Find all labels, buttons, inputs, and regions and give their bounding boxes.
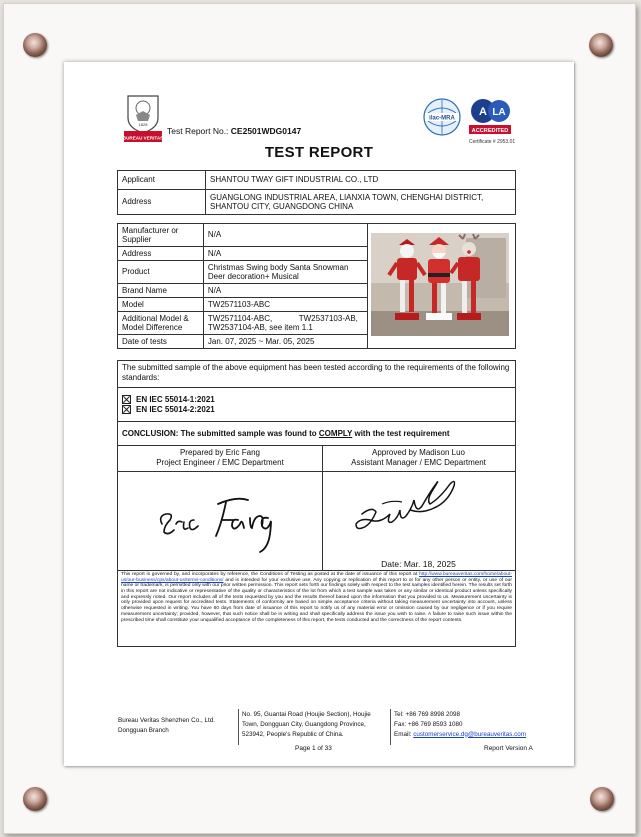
date-of-tests-value: Jan. 07, 2025 ~ Mar. 05, 2025	[203, 335, 367, 349]
footer-company-name: Bureau Veritas Shenzhen Co., Ltd.	[118, 717, 215, 724]
a2la-accredited-logo	[466, 96, 514, 140]
applicant-label: Applicant	[118, 171, 206, 190]
table-row	[118, 224, 516, 247]
applicant-address-label: Address	[118, 190, 206, 215]
footer-divider	[238, 709, 239, 745]
footer-branch: Dongguan Branch	[118, 726, 169, 734]
applicant-value: SHANTOU TWAY GIFT INDUSTRIAL CO., LTD	[206, 171, 516, 190]
svg-text:A: A	[479, 106, 487, 118]
checked-box-icon	[122, 395, 131, 404]
standard-label: EN IEC 55014-1:2021	[136, 394, 215, 404]
svg-text:1828: 1828	[138, 122, 148, 127]
footer-address-line: Town, Dongguan City, Guangdong Province,	[242, 720, 366, 728]
additional-model-label: Additional Model & Model Difference	[118, 312, 204, 335]
table-row	[118, 171, 516, 190]
additional-model-value: TW2571104-ABC, TW2537103-AB, TW2537104-AB, see item 1.1	[203, 312, 367, 335]
footer-address	[242, 710, 371, 739]
prepared-by-header	[118, 446, 322, 472]
model-value: TW2571103-ABC	[203, 298, 367, 312]
standard-label: EN IEC 55014-2:2021	[136, 404, 215, 414]
report-number-label: Test Report No.:	[167, 126, 229, 136]
screw-bottom-left	[23, 787, 47, 811]
approved-by-header	[322, 446, 515, 472]
eric-fang-signature	[118, 474, 322, 554]
standards-list	[117, 388, 516, 422]
page-number: Page 1 of 33	[295, 745, 332, 752]
applicant-address-value: GUANGLONG INDUSTRIAL AREA, LIANXIA TOWN, CHENGHAI DISTRICT, SHANTOU CITY, GUANGDONG CHINA	[206, 190, 516, 215]
footer-contact	[394, 710, 526, 739]
prepared-by-section	[118, 446, 323, 571]
signature-block	[117, 446, 516, 571]
report-version: Report Version A	[484, 745, 533, 752]
svg-text:BUREAU VERITAS: BUREAU VERITAS	[122, 135, 164, 141]
manufacturer-label: Manufacturer or Supplier	[118, 224, 204, 247]
conclusion	[117, 422, 516, 446]
terms-text-2: and is intended for your exclusive use. Any copying or replication of this report to or for any other person or entity, or use of our name or trademark, is permitted only with our prior written permission. This report sets forth our findings solely with respect to the test samples identified herein. The results set forth in this report are not indicative or representative of the quality or characteristics of the lot from which a test sample was taken or any similar or identical product unless specifically and expressly noted. Our report includes all of the tests requested by you and the results thereof based upon the information that you provided to us. Measurement uncertainty is only provided upon request for accredited tests. Statements of conformity are based on simple acceptance criteria without taking measurement uncertainty into account, unless otherwise requested in writing. You have 60 days from date of issuance of this report to notify us of any material error or omission caused by our negligence or if you require measurement uncertainty; provided, however, that such notice shall be in writing and shall specifically address the issue you wish to raise. A failure to raise such issue within the prescribed time shall constitute your unqualified acceptance of the completeness of this report, the tests conducted and the correctness of the report contents.	[121, 577, 513, 623]
svg-text:ilac-MRA: ilac-MRA	[429, 115, 455, 122]
footer-email-label: Email:	[394, 730, 414, 738]
date-of-tests-label: Date of tests	[118, 335, 204, 349]
footer-tel: Tel: +86 769 8998 2098	[394, 711, 461, 718]
footer-address-line: 523942, People's Republic of China.	[242, 730, 344, 738]
brand-name-label: Brand Name	[118, 284, 204, 298]
terms-link[interactable]: http://www.bureauveritas.com/home/about-us/our-business/cps/about-us/terms-conditions/	[121, 572, 512, 583]
report-number-value: CE2501WDG0147	[230, 126, 302, 136]
conclusion-suffix: with the test requirement	[352, 429, 450, 438]
footer-address-line: No. 95, Guantai Road (Houjie Section), Houjie	[242, 711, 371, 718]
certificate-number: Certificate # 2953.01	[469, 139, 516, 145]
product-photo-cell	[368, 224, 516, 349]
table-row	[118, 190, 516, 215]
svg-text:LA: LA	[492, 107, 506, 118]
standard-item	[122, 394, 511, 404]
ilac-mra-logo	[422, 97, 462, 137]
checked-box-icon	[122, 405, 131, 414]
model-label: Model	[118, 298, 204, 312]
brand-name-value: N/A	[203, 284, 367, 298]
screw-top-left	[23, 33, 47, 57]
footer-company	[118, 716, 215, 736]
footer-email-link[interactable]: customerservice.dg@bureauveritas.com	[413, 730, 527, 738]
footer-fax: Fax: +86 769 8593 1080	[394, 720, 463, 728]
bureau-veritas-logo	[122, 93, 164, 143]
product-photo	[371, 233, 509, 336]
report-title: TEST REPORT	[264, 144, 374, 161]
screw-bottom-right	[590, 787, 614, 811]
standard-item	[122, 404, 511, 414]
conclusion-text: CONCLUSION: The submitted sample was found to	[122, 429, 319, 438]
test-report-page	[64, 62, 574, 766]
footer-divider	[390, 709, 391, 745]
product-label: Product	[118, 261, 204, 284]
terms-fine-print	[117, 571, 516, 647]
madison-luo-signature	[322, 474, 515, 554]
screw-top-right	[589, 33, 613, 57]
product-value: Christmas Swing body Santa Snowman Deer decoration+ Musical	[203, 261, 367, 284]
product-table	[117, 223, 516, 349]
terms-text-1: This report is governed by, and incorporates by reference, the Conditions of Testing as posted at the date of issuance of this report at	[121, 572, 418, 577]
supplier-address-value: N/A	[203, 247, 367, 261]
applicant-table	[117, 170, 516, 215]
approved-by-section	[322, 446, 515, 571]
prepared-by-title: Project Engineer / EMC Department	[156, 457, 284, 467]
approved-by-title: Assistant Manager / EMC Department	[351, 457, 486, 467]
signature-date: Date: Mar. 18, 2025	[381, 559, 456, 569]
prepared-by-name: Prepared by Eric Fang	[179, 448, 261, 457]
supplier-address-label: Address	[118, 247, 204, 261]
report-number	[167, 126, 301, 136]
conclusion-result: COMPLY	[318, 429, 353, 438]
svg-text:ACCREDITED: ACCREDITED	[471, 128, 509, 134]
manufacturer-value: N/A	[203, 224, 367, 247]
standards-intro: The submitted sample of the above equipment has been tested according to the requirements of the following standards:	[117, 360, 516, 388]
approved-by-name: Approved by Madison Luo	[372, 448, 465, 457]
